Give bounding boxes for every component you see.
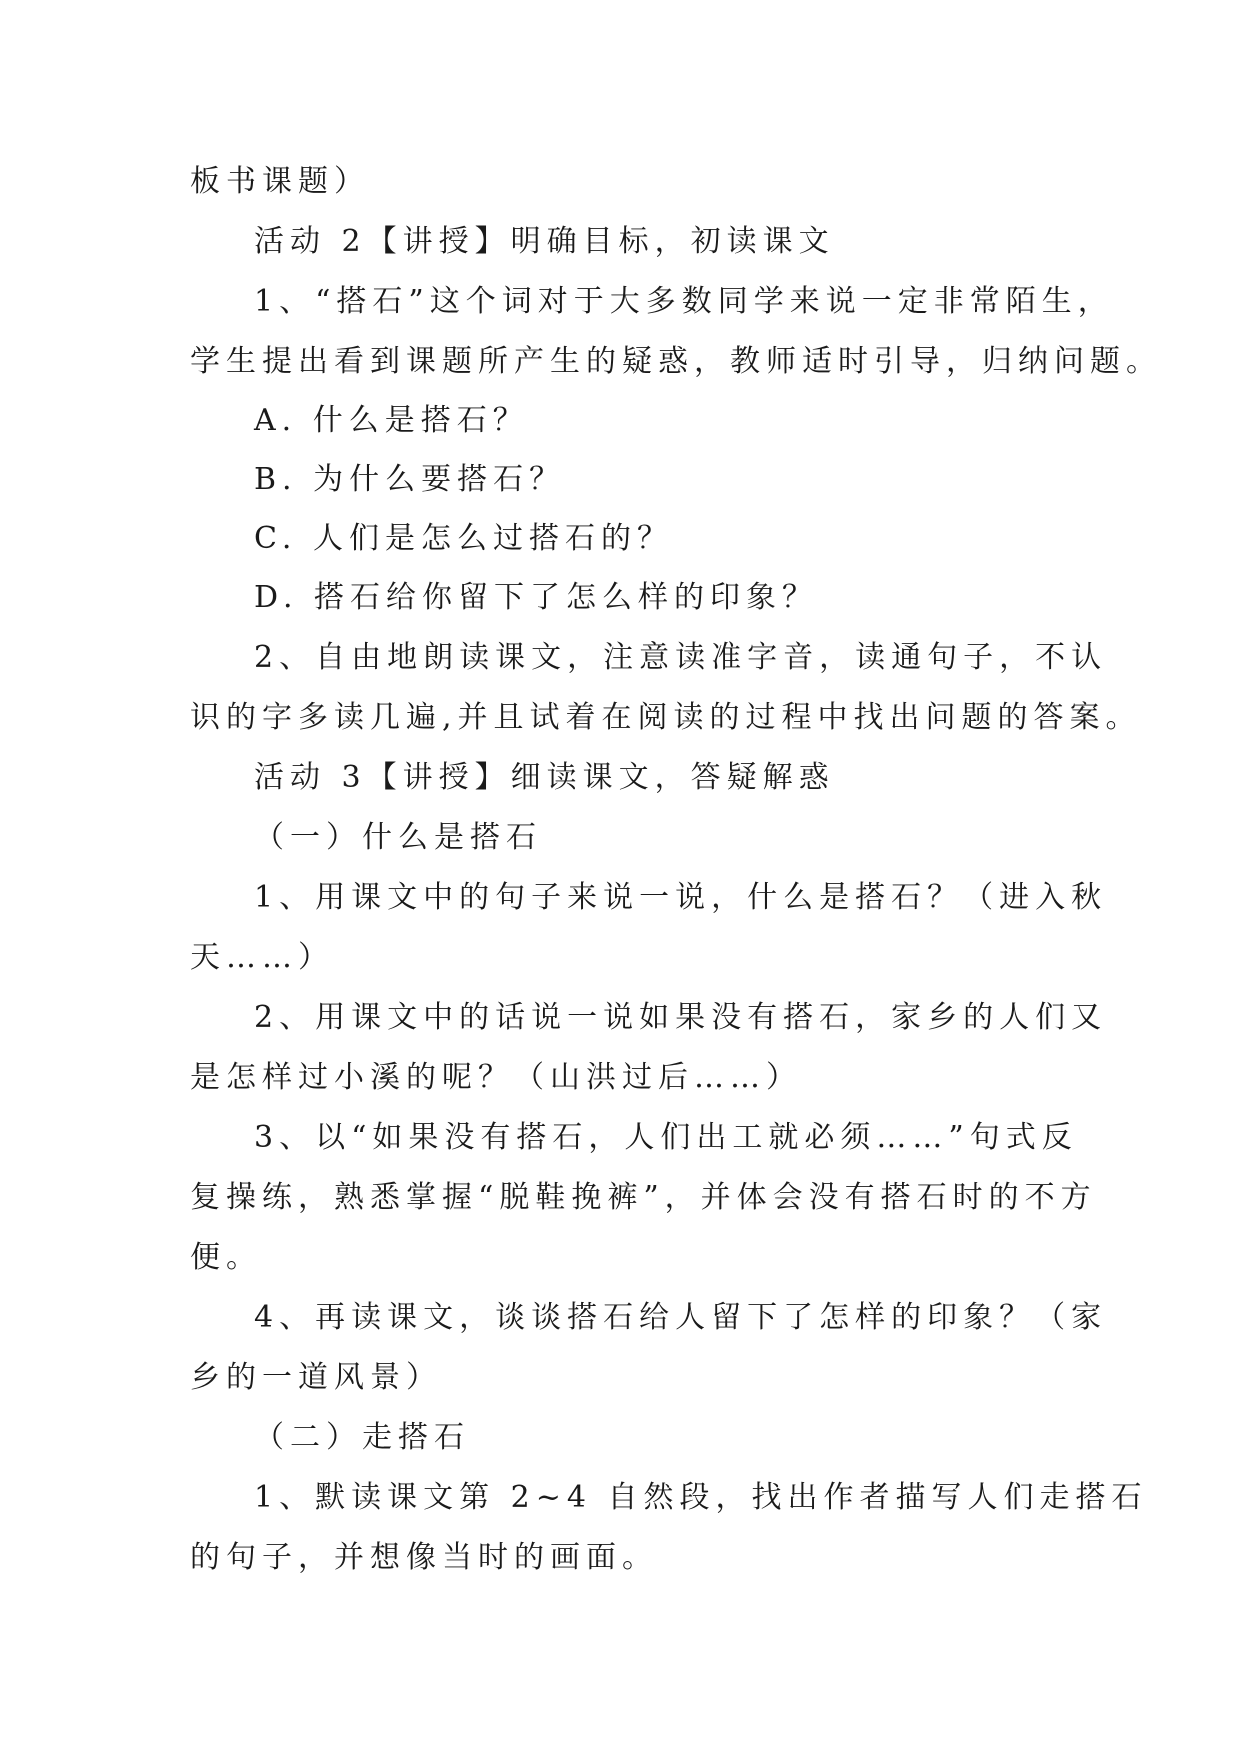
- text-line: 板书课题）: [190, 164, 370, 199]
- text-line: 的句子，并想像当时的画面。: [190, 1540, 658, 1575]
- text-line: 便。: [190, 1240, 262, 1275]
- text-line: 4、再读课文，谈谈搭石给人留下了怎样的印象？（家: [254, 1300, 1108, 1335]
- text-line: 2、用课文中的话说一说如果没有搭石，家乡的人们又: [254, 1000, 1108, 1035]
- text-line: 学生提出看到课题所产生的疑惑，教师适时引导，归纳问题。: [190, 344, 1162, 379]
- text-line: 1、默读课文第 2~4 自然段，找出作者描写人们走搭石: [254, 1480, 1148, 1515]
- text-line: 是怎样过小溪的呢？（山洪过后……）: [190, 1060, 802, 1095]
- text-line: 3、以“如果没有搭石，人们出工就必须……”句式反: [254, 1120, 1078, 1155]
- text-line: 复操练，熟悉掌握“脱鞋挽裤”，并体会没有搭石时的不方: [190, 1180, 1097, 1215]
- section-heading: 活动 3【讲授】细读课文，答疑解惑: [254, 760, 835, 795]
- subsection-heading: （一）什么是搭石: [254, 820, 542, 855]
- list-item: C. 人们是怎么过搭石的？: [254, 521, 673, 556]
- list-item: D. 搭石给你留下了怎么样的印象？: [254, 580, 819, 615]
- list-item: B. 为什么要搭石？: [254, 462, 566, 497]
- section-heading: 活动 2【讲授】明确目标，初读课文: [254, 224, 835, 259]
- text-line: 1、用课文中的句子来说一说，什么是搭石？（进入秋: [254, 880, 1108, 915]
- text-line: 识的字多读几遍,并且试着在阅读的过程中找出问题的答案。: [190, 700, 1142, 735]
- text-line: 1、“搭石”这个词对于大多数同学来说一定非常陌生，: [254, 284, 1114, 319]
- text-line: 乡的一道风景）: [190, 1360, 442, 1395]
- text-line: 2、自由地朗读课文，注意读准字音，读通句子，不认: [254, 640, 1108, 675]
- text-line: 天……）: [190, 940, 334, 975]
- list-item: A. 什么是搭石？: [254, 403, 529, 438]
- subsection-heading: （二）走搭石: [254, 1420, 470, 1455]
